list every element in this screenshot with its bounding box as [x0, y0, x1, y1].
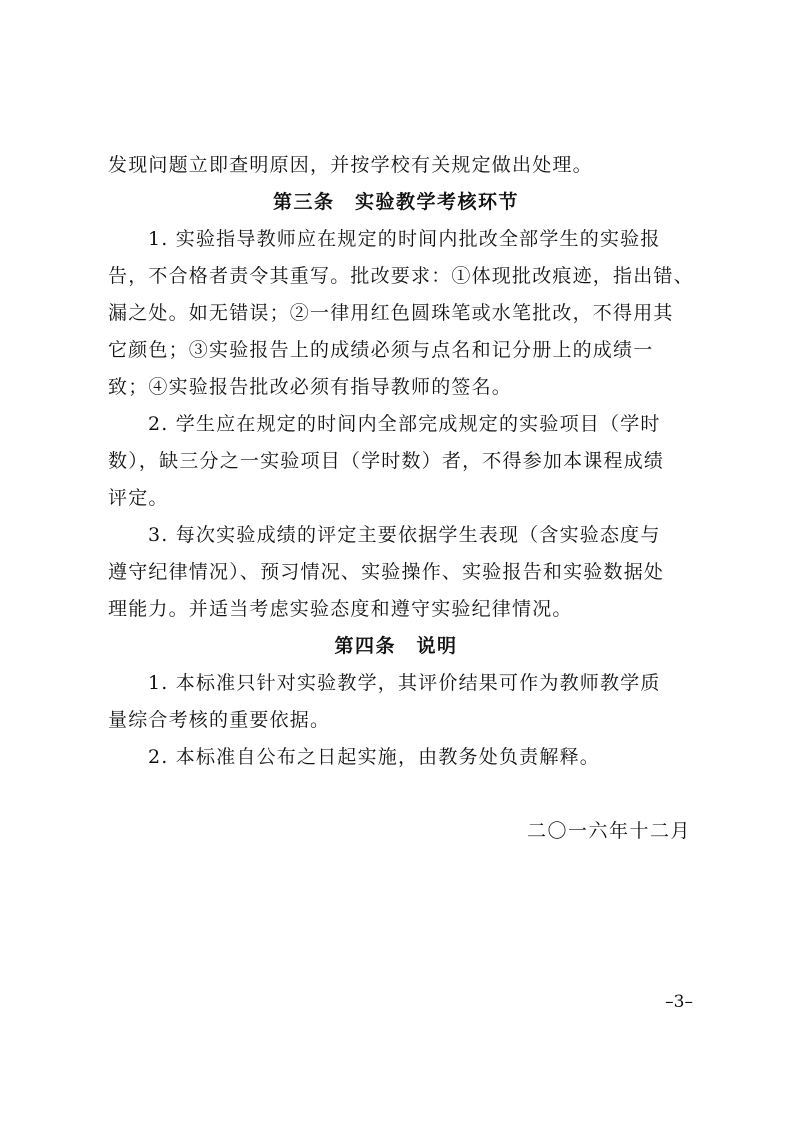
section-heading-article-3: 第三条 实验教学考核环节: [272, 191, 519, 213]
paragraph-line: 1. 实验指导教师应在规定的时间内批改全部学生的实验报: [148, 228, 661, 250]
paragraph-line: 告，不合格者责令其重写。批改要求：①体现批改痕迹，指出错、: [108, 265, 694, 287]
paragraph-line: 2. 学生应在规定的时间内全部完成规定的实验项目（学时: [148, 413, 661, 435]
paragraph-line: 1. 本标准只针对实验教学，其评价结果可作为教师教学质: [148, 672, 661, 694]
document-date: 二〇一六年十二月: [526, 820, 691, 842]
paragraph-line: 致；④实验报告批改必须有指导教师的签名。: [108, 376, 513, 398]
paragraph-line: 它颜色；③实验报告上的成绩必须与点名和记分册上的成绩一: [108, 339, 654, 361]
paragraph-line: 3. 每次实验成绩的评定主要依据学生表现（含实验态度与: [148, 524, 661, 546]
section-heading-article-4: 第四条 说明: [334, 635, 458, 657]
paragraph-line: 漏之处。如无错误；②一律用红色圆珠笔或水笔批改，不得用其: [108, 302, 674, 324]
paragraph-line: 数），缺三分之一实验项目（学时数）者，不得参加本课程成绩: [108, 450, 665, 472]
paragraph-line: 理能力。并适当考虑实验态度和遵守实验纪律情况。: [108, 598, 573, 620]
paragraph-line: 遵守纪律情况）、预习情况、实验操作、实验报告和实验数据处: [108, 561, 665, 583]
paragraph-line: 评定。: [108, 487, 169, 509]
paragraph-line: 发现问题立即查明原因，并按学校有关规定做出处理。: [108, 154, 593, 176]
paragraph-line: 2. 本标准自公布之日起实施，由教务处负责解释。: [148, 746, 600, 768]
page-number: –3–: [665, 992, 693, 1012]
paragraph-line: 量综合考核的重要依据。: [108, 709, 331, 731]
